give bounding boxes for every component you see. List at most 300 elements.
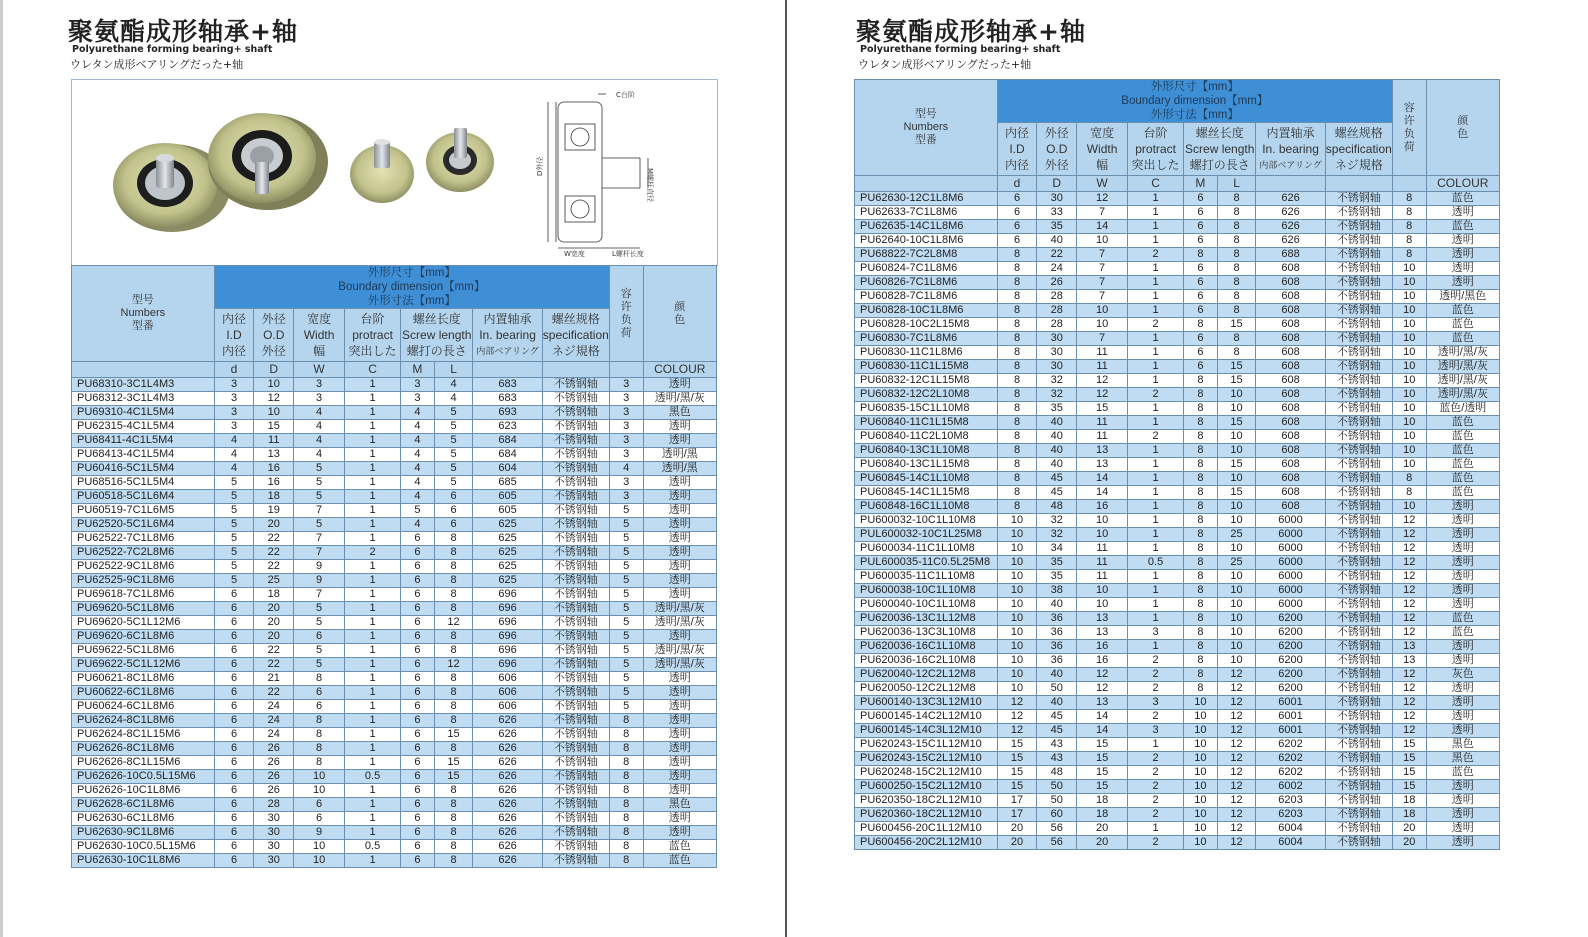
table-cell: 6 bbox=[1184, 276, 1218, 290]
table-cell: 608 bbox=[1256, 276, 1325, 290]
table-cell: 不锈钢轴 bbox=[542, 420, 609, 434]
table-cell: 不锈钢轴 bbox=[1325, 486, 1392, 500]
model-number-cell: PU60840-13C1L15M8 bbox=[855, 458, 998, 472]
table-cell: 625 bbox=[473, 546, 542, 560]
model-number-cell: PU68516-5C1L5M4 bbox=[72, 476, 215, 490]
table-cell: 不锈钢轴 bbox=[542, 588, 609, 602]
header-line: 外径 bbox=[1044, 126, 1069, 140]
table-cell: 608 bbox=[1256, 346, 1325, 360]
table-cell: 3 bbox=[1128, 626, 1184, 640]
table-cell: 4 bbox=[401, 434, 435, 448]
page-title: 聚氨酯成形轴承+轴 bbox=[68, 17, 298, 46]
table-row bbox=[855, 640, 1500, 654]
header-line: 容 bbox=[1403, 101, 1415, 114]
table-cell: 12 bbox=[1217, 738, 1256, 752]
table-cell: 7 bbox=[1077, 276, 1128, 290]
table-cell: 8 bbox=[609, 812, 643, 826]
table-cell: 不锈钢轴 bbox=[1325, 682, 1392, 696]
table-cell: 不锈钢轴 bbox=[542, 434, 609, 448]
table-cell: 10 bbox=[1392, 332, 1426, 346]
table-cell: 4 bbox=[434, 392, 473, 406]
table-cell: 不锈钢轴 bbox=[542, 644, 609, 658]
table-cell: 透明 bbox=[1426, 262, 1499, 276]
table-row bbox=[72, 504, 717, 518]
table-cell: 10 bbox=[997, 556, 1037, 570]
table-cell: 黑色 bbox=[1426, 752, 1499, 766]
table-row bbox=[72, 420, 717, 434]
table-cell: 10 bbox=[997, 528, 1037, 542]
table-row bbox=[855, 724, 1500, 738]
table-row bbox=[72, 588, 717, 602]
table-cell: 透明 bbox=[1426, 234, 1499, 248]
product-image-panel bbox=[71, 79, 718, 266]
table-cell: 6 bbox=[997, 192, 1037, 206]
table-cell: 8 bbox=[609, 784, 643, 798]
header-letter: L bbox=[434, 362, 473, 378]
table-cell: 11 bbox=[254, 434, 294, 448]
header-line: 型番 bbox=[131, 320, 154, 332]
table-cell: 8 bbox=[1184, 318, 1218, 332]
table-cell: 8 bbox=[997, 402, 1037, 416]
header-line: I.D bbox=[226, 328, 242, 342]
model-number-cell: PU600145-14C3L12M10 bbox=[855, 724, 998, 738]
table-cell: 5 bbox=[609, 630, 643, 644]
table-cell: 604 bbox=[473, 462, 542, 476]
spec-table-right bbox=[854, 79, 1500, 850]
table-cell: 7 bbox=[1077, 332, 1128, 346]
table-cell: 2 bbox=[345, 546, 401, 560]
table-cell: 6000 bbox=[1256, 570, 1325, 584]
table-cell: 不锈钢轴 bbox=[1325, 836, 1392, 850]
header-line: ネジ規格 bbox=[551, 344, 600, 358]
table-cell: 24 bbox=[254, 728, 294, 742]
header-line: 型号 bbox=[131, 294, 154, 306]
table-cell: 25 bbox=[254, 574, 294, 588]
table-cell: 不锈钢轴 bbox=[542, 378, 609, 392]
table-cell: 6 bbox=[214, 672, 254, 686]
table-cell: 14 bbox=[1077, 472, 1128, 486]
table-cell: 35 bbox=[1037, 402, 1077, 416]
table-row bbox=[855, 598, 1500, 612]
table-cell: 13 bbox=[1392, 640, 1426, 654]
table-cell: 透明 bbox=[643, 532, 716, 546]
table-cell: 6200 bbox=[1256, 668, 1325, 682]
table-cell: 不锈钢轴 bbox=[542, 546, 609, 560]
header-line: 内置轴承 bbox=[1266, 126, 1315, 140]
table-cell: 45 bbox=[1037, 486, 1077, 500]
table-cell: 10 bbox=[1392, 458, 1426, 472]
model-number-cell: PU600035-11C1L10M8 bbox=[855, 570, 998, 584]
table-cell: 60 bbox=[1037, 808, 1077, 822]
header-line: 色 bbox=[1457, 127, 1469, 140]
table-cell: 10 bbox=[1392, 318, 1426, 332]
table-cell: 6 bbox=[214, 714, 254, 728]
model-number-cell: PU69622-5C1L12M6 bbox=[72, 658, 215, 672]
table-cell: 1 bbox=[1128, 640, 1184, 654]
table-row bbox=[72, 840, 717, 854]
table-row bbox=[855, 234, 1500, 248]
table-cell: 48 bbox=[1037, 766, 1077, 780]
table-cell: 4 bbox=[401, 476, 435, 490]
table-cell: 8 bbox=[997, 304, 1037, 318]
table-row bbox=[855, 794, 1500, 808]
table-cell: 透明 bbox=[1426, 570, 1499, 584]
table-cell: 8 bbox=[1184, 570, 1218, 584]
model-number-cell: PU60416-5C1L5M4 bbox=[72, 462, 215, 476]
table-cell: 12 bbox=[1217, 822, 1256, 836]
table-cell: 1 bbox=[345, 532, 401, 546]
spec-table-left bbox=[71, 265, 717, 868]
table-cell: 625 bbox=[473, 574, 542, 588]
subtitle-en: Polyurethane forming bearing+ shaft bbox=[860, 44, 1061, 55]
table-cell: 608 bbox=[1256, 388, 1325, 402]
table-cell: 不锈钢轴 bbox=[542, 574, 609, 588]
model-number-cell: PU68822-7C2L8M8 bbox=[855, 248, 998, 262]
table-cell: 5 bbox=[609, 504, 643, 518]
model-number-cell: PU60828-10C1L8M6 bbox=[855, 304, 998, 318]
model-number-cell: PU60848-16C1L10M8 bbox=[855, 500, 998, 514]
model-number-cell: PU62522-7C2L8M6 bbox=[72, 546, 215, 560]
table-cell: 24 bbox=[254, 700, 294, 714]
table-cell: 10 bbox=[1217, 584, 1256, 598]
table-cell: 1 bbox=[345, 378, 401, 392]
table-cell: 4 bbox=[401, 448, 435, 462]
table-cell: 1 bbox=[345, 630, 401, 644]
table-cell: 不锈钢轴 bbox=[1325, 304, 1392, 318]
table-cell: 15 bbox=[434, 770, 473, 784]
table-cell: 10 bbox=[1184, 752, 1218, 766]
table-cell: 1 bbox=[1128, 374, 1184, 388]
table-cell: 8 bbox=[997, 290, 1037, 304]
table-cell: 透明/黑/灰 bbox=[643, 602, 716, 616]
table-cell: 蓝色/透明 bbox=[1426, 402, 1499, 416]
model-number-cell: PU62522-7C1L8M6 bbox=[72, 532, 215, 546]
table-cell: 8 bbox=[1392, 206, 1426, 220]
table-cell: 45 bbox=[1037, 724, 1077, 738]
header-line: 螺丝长度 bbox=[412, 312, 461, 326]
table-row bbox=[855, 584, 1500, 598]
table-cell: 6 bbox=[401, 854, 435, 868]
model-number-cell: PU60840-11C1L15M8 bbox=[855, 416, 998, 430]
table-cell: 4 bbox=[294, 448, 345, 462]
table-cell: 8 bbox=[1184, 584, 1218, 598]
table-cell: 1 bbox=[1128, 360, 1184, 374]
header-line: I.D bbox=[1009, 142, 1025, 156]
table-cell: 不锈钢轴 bbox=[542, 560, 609, 574]
table-cell: 8 bbox=[1392, 472, 1426, 486]
header-line: 突出した bbox=[348, 344, 397, 358]
table-cell: 不锈钢轴 bbox=[542, 462, 609, 476]
table-cell: 1 bbox=[345, 714, 401, 728]
table-cell: 12 bbox=[1392, 724, 1426, 738]
table-cell: 36 bbox=[1037, 612, 1077, 626]
table-cell: 48 bbox=[1037, 500, 1077, 514]
table-cell: 40 bbox=[1037, 668, 1077, 682]
table-cell: 17 bbox=[997, 808, 1037, 822]
model-number-cell: PU620036-16C1L10M8 bbox=[855, 640, 998, 654]
table-cell: 6 bbox=[214, 588, 254, 602]
table-cell: 13 bbox=[1077, 626, 1128, 640]
table-cell: 45 bbox=[1037, 472, 1077, 486]
header-letter: M bbox=[401, 362, 435, 378]
table-cell: 2 bbox=[1128, 318, 1184, 332]
table-cell: 1 bbox=[1128, 304, 1184, 318]
table-cell: 8 bbox=[434, 532, 473, 546]
model-number-cell: PU62624-8C1L8M6 bbox=[72, 714, 215, 728]
table-cell: 不锈钢轴 bbox=[542, 406, 609, 420]
table-cell: 12 bbox=[997, 696, 1037, 710]
table-cell: 8 bbox=[1184, 374, 1218, 388]
model-number-cell: PU60832-12C1L15M8 bbox=[855, 374, 998, 388]
model-number-cell: PU620036-13C1L12M8 bbox=[855, 612, 998, 626]
table-cell: 2 bbox=[1128, 654, 1184, 668]
table-cell: 10 bbox=[1184, 808, 1218, 822]
table-cell: 不锈钢轴 bbox=[1325, 234, 1392, 248]
header-color bbox=[643, 266, 716, 362]
model-number-cell: PU69620-5C1L12M6 bbox=[72, 616, 215, 630]
model-number-cell: PU62626-10C0.5L15M6 bbox=[72, 770, 215, 784]
table-row bbox=[855, 304, 1500, 318]
table-cell: 透明/黑/灰 bbox=[643, 644, 716, 658]
header-blank bbox=[72, 362, 215, 378]
table-cell: 不锈钢轴 bbox=[1325, 696, 1392, 710]
table-cell: 18 bbox=[1077, 794, 1128, 808]
table-cell: 6 bbox=[401, 798, 435, 812]
table-cell: 10 bbox=[1392, 444, 1426, 458]
model-number-cell: PU62624-8C1L15M6 bbox=[72, 728, 215, 742]
table-cell: 6 bbox=[294, 686, 345, 700]
table-cell: 28 bbox=[254, 798, 294, 812]
table-cell: 11 bbox=[1077, 556, 1128, 570]
header-line: 外径 bbox=[261, 344, 286, 358]
table-cell: 608 bbox=[1256, 472, 1325, 486]
table-cell: 15 bbox=[254, 420, 294, 434]
table-cell: 透明 bbox=[643, 728, 716, 742]
model-number-cell: PU60840-11C2L10M8 bbox=[855, 430, 998, 444]
table-cell: 10 bbox=[1217, 444, 1256, 458]
table-cell: 不锈钢轴 bbox=[1325, 752, 1392, 766]
table-cell: 12 bbox=[1217, 780, 1256, 794]
table-cell: 不锈钢轴 bbox=[542, 728, 609, 742]
table-cell: 15 bbox=[1077, 766, 1128, 780]
table-cell: 11 bbox=[1077, 360, 1128, 374]
table-cell: 12 bbox=[1392, 696, 1426, 710]
table-cell: 12 bbox=[254, 392, 294, 406]
label-l-length: L螺杆长度 bbox=[612, 250, 644, 258]
table-cell: 16 bbox=[1077, 640, 1128, 654]
model-number-cell: PU620036-13C3L10M8 bbox=[855, 626, 998, 640]
table-cell: 不锈钢轴 bbox=[542, 784, 609, 798]
table-cell: 6 bbox=[1184, 206, 1218, 220]
table-cell: 6 bbox=[997, 206, 1037, 220]
header-allowable-load bbox=[1392, 80, 1426, 176]
table-cell: 608 bbox=[1256, 458, 1325, 472]
header-line: 幅 bbox=[313, 344, 326, 358]
table-cell: 2 bbox=[1128, 388, 1184, 402]
table-row bbox=[855, 808, 1500, 822]
table-cell: 8 bbox=[1217, 276, 1256, 290]
table-cell: 不锈钢轴 bbox=[1325, 248, 1392, 262]
table-cell: 6 bbox=[401, 714, 435, 728]
table-cell: 684 bbox=[473, 434, 542, 448]
table-cell: 10 bbox=[1217, 514, 1256, 528]
table-cell: 20 bbox=[254, 602, 294, 616]
table-cell: 1 bbox=[1128, 290, 1184, 304]
table-cell: 2 bbox=[1128, 710, 1184, 724]
table-cell: 12 bbox=[1392, 556, 1426, 570]
table-cell: 6 bbox=[214, 686, 254, 700]
table-cell: 5 bbox=[294, 658, 345, 672]
table-cell: 6 bbox=[294, 700, 345, 714]
table-cell: 6000 bbox=[1256, 598, 1325, 612]
table-cell: 30 bbox=[254, 826, 294, 840]
table-cell: 8 bbox=[1184, 542, 1218, 556]
model-number-cell: PU62626-10C1L8M6 bbox=[72, 784, 215, 798]
table-cell: 608 bbox=[1256, 332, 1325, 346]
table-cell: 10 bbox=[1184, 836, 1218, 850]
table-cell: 4 bbox=[294, 434, 345, 448]
table-cell: 12 bbox=[1392, 612, 1426, 626]
table-cell: 透明 bbox=[643, 686, 716, 700]
table-row bbox=[855, 360, 1500, 374]
header-colour: COLOUR bbox=[1426, 176, 1499, 192]
table-cell: 1 bbox=[345, 658, 401, 672]
table-cell: 6 bbox=[401, 658, 435, 672]
table-cell: 8 bbox=[997, 472, 1037, 486]
table-cell: 10 bbox=[1184, 766, 1218, 780]
header-line: In. bearing bbox=[479, 328, 536, 342]
model-number-cell: PU68411-4C1L5M4 bbox=[72, 434, 215, 448]
table-cell: 1 bbox=[1128, 472, 1184, 486]
table-cell: 5 bbox=[214, 560, 254, 574]
table-cell: 不锈钢轴 bbox=[542, 714, 609, 728]
table-cell: 透明 bbox=[1426, 514, 1499, 528]
table-cell: 蓝色 bbox=[1426, 444, 1499, 458]
table-cell: 1 bbox=[1128, 738, 1184, 752]
table-cell: 1 bbox=[1128, 444, 1184, 458]
table-cell: 13 bbox=[1077, 696, 1128, 710]
header-line: 宽度 bbox=[307, 312, 332, 326]
table-row bbox=[72, 490, 717, 504]
table-cell: 8 bbox=[609, 756, 643, 770]
table-cell: 透明/黑/灰 bbox=[1426, 388, 1499, 402]
table-cell: 626 bbox=[1256, 220, 1325, 234]
table-cell: 8 bbox=[294, 672, 345, 686]
header-letter: L bbox=[1217, 176, 1256, 192]
table-cell: 8 bbox=[434, 784, 473, 798]
table-cell: 626 bbox=[473, 826, 542, 840]
table-cell: 3 bbox=[214, 406, 254, 420]
subtitle-en: Polyurethane forming bearing+ shaft bbox=[72, 44, 273, 55]
table-cell: 透明 bbox=[1426, 710, 1499, 724]
table-row bbox=[855, 556, 1500, 570]
table-cell: 5 bbox=[294, 476, 345, 490]
header-line: 荷 bbox=[1403, 140, 1415, 153]
table-cell: 8 bbox=[434, 630, 473, 644]
model-number-cell: PU62630-12C1L8M6 bbox=[855, 192, 998, 206]
table-cell: 12 bbox=[1217, 808, 1256, 822]
table-cell: 透明 bbox=[643, 574, 716, 588]
table-row bbox=[855, 836, 1500, 850]
table-cell: 6 bbox=[434, 504, 473, 518]
table-cell: 11 bbox=[1077, 542, 1128, 556]
table-cell: 3 bbox=[214, 420, 254, 434]
table-cell: 8 bbox=[434, 812, 473, 826]
table-cell: 8 bbox=[997, 360, 1037, 374]
table-cell: 10 bbox=[1217, 598, 1256, 612]
table-cell: 10 bbox=[294, 854, 345, 868]
table-cell: 8 bbox=[434, 700, 473, 714]
table-cell: 不锈钢轴 bbox=[1325, 276, 1392, 290]
table-cell: 5 bbox=[214, 476, 254, 490]
table-cell: 45 bbox=[1037, 710, 1077, 724]
table-cell: 28 bbox=[1037, 290, 1077, 304]
table-cell: 26 bbox=[254, 770, 294, 784]
table-cell: 3 bbox=[401, 378, 435, 392]
header-line: Width bbox=[1086, 142, 1118, 156]
table-cell: 透明 bbox=[643, 742, 716, 756]
table-cell: 透明 bbox=[1426, 500, 1499, 514]
table-cell: 8 bbox=[1217, 248, 1256, 262]
table-cell: 透明 bbox=[643, 490, 716, 504]
table-cell: 696 bbox=[473, 630, 542, 644]
table-row bbox=[855, 290, 1500, 304]
table-cell: 50 bbox=[1037, 780, 1077, 794]
header-line: 外形尺寸【mm】 bbox=[367, 267, 456, 279]
table-cell: 6202 bbox=[1256, 766, 1325, 780]
table-cell: 6202 bbox=[1256, 752, 1325, 766]
table-cell: 15 bbox=[1217, 486, 1256, 500]
table-cell: 626 bbox=[473, 812, 542, 826]
table-cell: 626 bbox=[473, 770, 542, 784]
table-row bbox=[855, 346, 1500, 360]
header-line: 负 bbox=[620, 313, 632, 326]
table-cell: 蓝色 bbox=[1426, 612, 1499, 626]
table-cell: 黑色 bbox=[1426, 738, 1499, 752]
table-cell: 32 bbox=[1037, 514, 1077, 528]
table-cell: 22 bbox=[254, 560, 294, 574]
table-cell: 不锈钢轴 bbox=[542, 602, 609, 616]
table-cell: 6 bbox=[401, 770, 435, 784]
table-cell: 20 bbox=[1077, 836, 1128, 850]
table-cell: 6 bbox=[1184, 346, 1218, 360]
table-cell: 22 bbox=[254, 532, 294, 546]
table-cell: 12 bbox=[434, 658, 473, 672]
header-id bbox=[997, 123, 1037, 176]
table-cell: 3 bbox=[609, 448, 643, 462]
table-cell: 不锈钢轴 bbox=[542, 812, 609, 826]
table-cell: 2 bbox=[1128, 808, 1184, 822]
table-cell: 不锈钢轴 bbox=[1325, 668, 1392, 682]
table-cell: 8 bbox=[434, 714, 473, 728]
table-cell: 8 bbox=[997, 262, 1037, 276]
table-cell: 透明 bbox=[643, 434, 716, 448]
table-row bbox=[72, 658, 717, 672]
model-number-cell: PU62626-8C1L8M6 bbox=[72, 742, 215, 756]
table-cell: 不锈钢轴 bbox=[542, 658, 609, 672]
table-cell: 不锈钢轴 bbox=[542, 756, 609, 770]
model-number-cell: PU600456-20C1L12M10 bbox=[855, 822, 998, 836]
table-cell: 12 bbox=[1392, 710, 1426, 724]
table-row bbox=[855, 626, 1500, 640]
table-cell: 15 bbox=[1077, 402, 1128, 416]
table-cell: 2 bbox=[1128, 430, 1184, 444]
table-cell: 透明 bbox=[643, 784, 716, 798]
table-cell: 15 bbox=[434, 756, 473, 770]
table-row bbox=[855, 654, 1500, 668]
table-cell: 透明 bbox=[1426, 696, 1499, 710]
dimension-drawing bbox=[548, 94, 648, 248]
